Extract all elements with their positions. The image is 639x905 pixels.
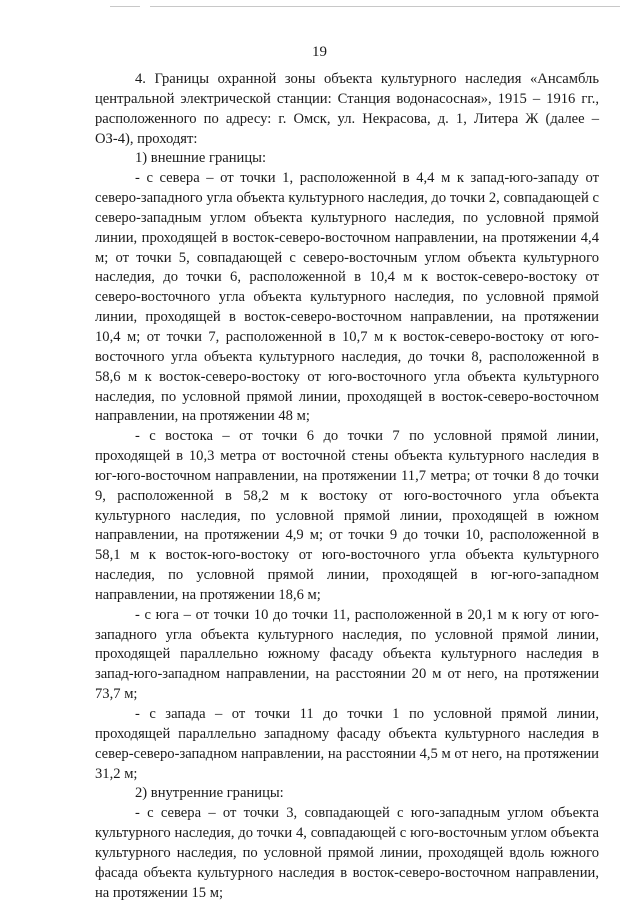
scan-edge-line	[150, 6, 620, 7]
outer-boundaries-heading: 1) внешние границы:	[135, 150, 267, 167]
paragraph-outer-west: - с запада – от точки 11 до точки 1 по условной прямой линии, проходящей параллельно западному фасаду объекта культурного наследия в север-северо-западном направлении, на расстоянии 4,5 м от него, на протяжении 31,2 м;	[95, 706, 599, 782]
page-number: 19	[312, 44, 327, 60]
paragraph-inner-north: - с севера – от точки 3, совпадающей с юго-западным углом объекта культурного наследия, до точки 4, совпадающей с юго-восточным углом объекта культурного наследия, по условной прямой линии, проходящей вдоль южного фасада объекта культурного наследия в восток-северо-восточном направлении, на протяжении 15 м;	[95, 805, 599, 901]
paragraph-outer-north: - с севера – от точки 1, расположенной в 4,4 м к запад-юго-западу от северо-западного угла объекта культурного наследия, до точки 2, совпадающей с северо-западным углом объекта культурного наследия, по условной прямой линии, проходящей в восток-северо-восточном направлении, на протяжении 4,4 м; от точки 5, совпадающей с северо-восточным углом объекта культурного наследия, до точки 6, расположенной в 10,4 м к восток-северо-востоку от северо-восточного угла объекта культурного наследия, по условной прямой линии, проходящей в восток-северо-восточном направлении, на протяжении 10,4 м; от точки 7, расположенной в 10,7 м к восток-северо-востоку от юго-восточного угла объекта культурного наследия, до точки 8, расположенной в 58,6 м к восток-северо-востоку от юго-восточного угла объекта культурного наследия, по условной прямой линии, проходящей в восток-северо-восточном направлении, на протяжении 48 м;	[95, 170, 599, 425]
document-body	[95, 70, 599, 903]
paragraph-outer-south: - с юга – от точки 10 до точки 11, расположенной в 20,1 м к югу от юго-западного угла объекта культурного наследия, по условной прямой линии, проходящей параллельно южному фасаду объекта культурного наследия в запад-юго-западном направлении, на расстоянии 20 м от него, на протяжении 73,7 м;	[95, 606, 599, 703]
paragraph-intro: 4. Границы охранной зоны объекта культурного наследия «Ансамбль центральной электрической станции: Станция водонасосная», 1915 – 1916 гг., расположенного по адресу: г. Омск, ул. Некрасова, д. 1, Литера Ж (далее – ОЗ-4), проходят:	[95, 71, 599, 147]
scan-edge-line	[110, 6, 140, 7]
paragraph-outer-east: - с востока – от точки 6 до точки 7 по условной прямой линии, проходящей в 10,3 метра от восточной стены объекта культурного наследия в юг-юго-восточном направлении, на протяжении 11,7 метра; от точки 8 до точки 9, расположенной в 58,2 м к востоку от юго-восточного угла объекта культурного наследия, по условной прямой линии, проходящей в южном направлении, на протяжении 4,9 м; от точки 9 до точки 10, расположенной в 58,1 м к восток-юго-востоку от юго-восточного угла объекта культурного наследия, по условной прямой линии, проходящей в юг-юго-западном направлении, на протяжении 18,6 м;	[95, 428, 599, 603]
inner-boundaries-heading: 2) внутренние границы:	[135, 785, 284, 802]
